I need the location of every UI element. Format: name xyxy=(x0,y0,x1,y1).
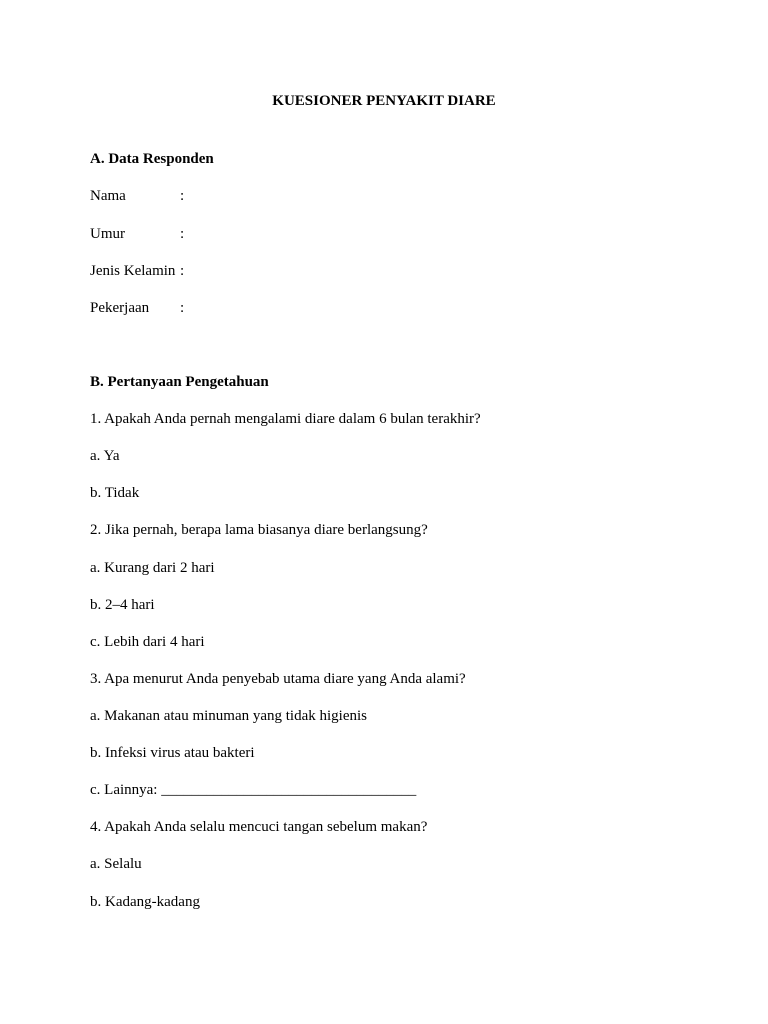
field-label-jenis-kelamin: Jenis Kelamin xyxy=(90,263,176,279)
answer-option: a. Ya xyxy=(90,448,120,464)
question-2: 2. Jika pernah, berapa lama biasanya diare berlangsung? xyxy=(90,522,428,538)
answer-option: b. Kadang-kadang xyxy=(90,894,200,910)
answer-option: b. Infeksi virus atau bakteri xyxy=(90,745,255,761)
question-3: 3. Apa menurut Anda penyebab utama diare yang Anda alami? xyxy=(90,671,466,687)
answer-option: a. Makanan atau minuman yang tidak higienis xyxy=(90,708,368,724)
question-4: 4. Apakah Anda selalu mencuci tangan sebelum makan? xyxy=(90,819,428,835)
answer-option-lainnya: c. Lainnya: __________________________________ xyxy=(90,782,417,798)
field-label-nama: Nama xyxy=(90,188,126,204)
field-label-pekerjaan: Pekerjaan xyxy=(90,300,150,316)
answer-option: a. Kurang dari 2 hari xyxy=(90,560,215,576)
section-b-heading: B. Pertanyaan Pengetahuan xyxy=(90,374,269,390)
field-separator: : xyxy=(180,226,185,242)
document-title: KUESIONER PENYAKIT DIARE xyxy=(272,93,496,109)
field-label-umur: Umur xyxy=(90,226,125,242)
answer-option: c. Lebih dari 4 hari xyxy=(90,634,205,650)
field-separator: : xyxy=(180,263,185,279)
section-a-heading: A. Data Responden xyxy=(90,151,214,167)
answer-option: b. 2–4 hari xyxy=(90,597,155,613)
answer-option: b. Tidak xyxy=(90,485,140,501)
field-separator: : xyxy=(180,188,185,204)
question-1: 1. Apakah Anda pernah mengalami diare dalam 6 bulan terakhir? xyxy=(90,411,481,427)
answer-option: a. Selalu xyxy=(90,856,142,872)
field-separator: : xyxy=(180,300,185,316)
